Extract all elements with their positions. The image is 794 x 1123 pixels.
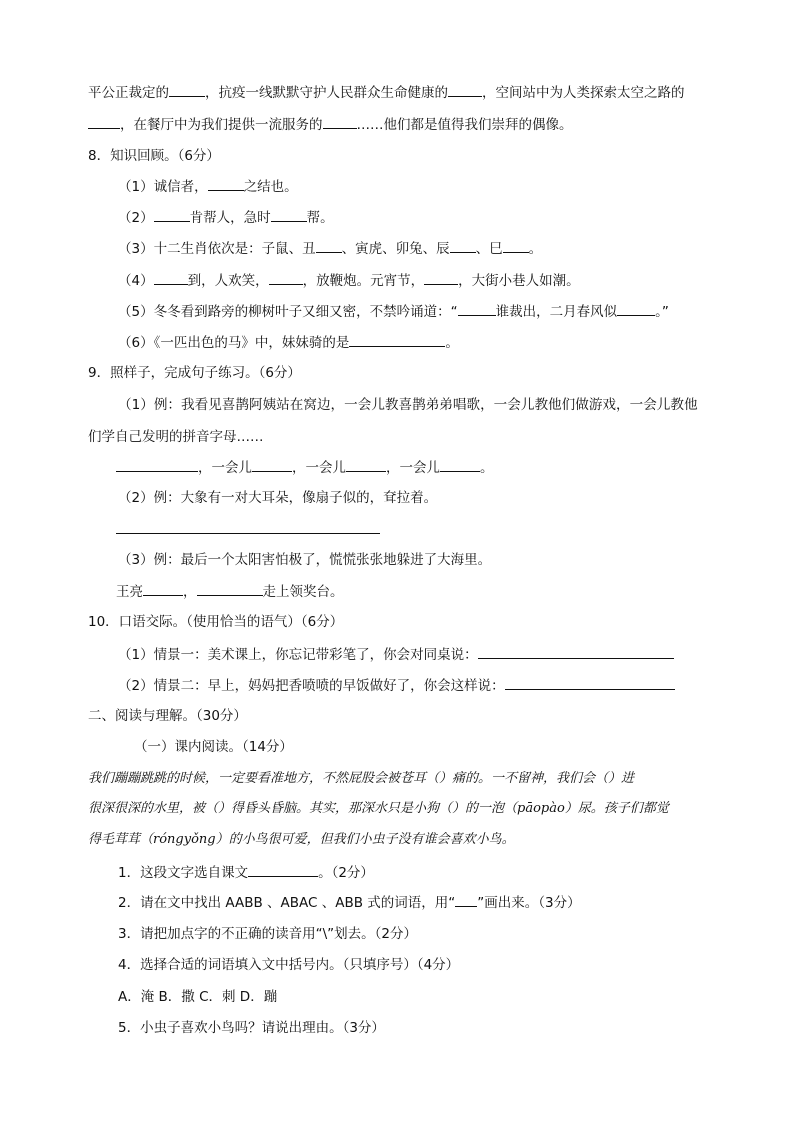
text: 走上领奖台。 bbox=[262, 584, 344, 600]
answer-blank[interactable] bbox=[448, 82, 482, 97]
reading-passage-line: 很深很深的水里，被（）得昏头昏脑。其实，那深水只是小狗（）的一泡（pāopào）尿。孩子们都觉 bbox=[88, 801, 669, 816]
text: 、巳 bbox=[475, 241, 503, 257]
text: 1．这段文字选自课文 bbox=[118, 865, 249, 881]
answer-blank[interactable] bbox=[248, 862, 318, 877]
text: ……他们都是值得我们崇拜的偶像。 bbox=[356, 117, 573, 133]
answer-blank[interactable] bbox=[252, 457, 292, 472]
question-item bbox=[118, 332, 459, 353]
text: 谁裁出，二月春风似 bbox=[495, 304, 618, 320]
text: 到，人欢笑， bbox=[187, 273, 269, 289]
text: ，空间站中为人类探索太空之路的 bbox=[482, 85, 685, 101]
answer-blank[interactable] bbox=[116, 519, 380, 534]
answer-blank[interactable] bbox=[116, 457, 198, 472]
question-item bbox=[118, 675, 675, 696]
text: ，放鞭炮。元宵节， bbox=[302, 273, 425, 289]
answer-blank[interactable] bbox=[143, 581, 183, 596]
text: 平公正裁定的 bbox=[88, 85, 169, 101]
question-item bbox=[118, 238, 542, 259]
text: 。 bbox=[445, 335, 459, 351]
answer-blank[interactable] bbox=[271, 207, 307, 222]
question-item: 4．选择合适的词语填入文中括号内。（只填序号）（4分） bbox=[118, 957, 460, 973]
answer-line bbox=[116, 581, 344, 602]
text: （1）诚信者， bbox=[118, 179, 208, 195]
text: （4） bbox=[118, 273, 154, 289]
text: 。（2分） bbox=[318, 865, 374, 881]
answer-blank[interactable] bbox=[346, 457, 386, 472]
question-item bbox=[118, 862, 374, 883]
text: 之结也。 bbox=[243, 179, 298, 195]
text-line bbox=[88, 82, 685, 103]
answer-blank[interactable] bbox=[424, 270, 458, 285]
question-heading: 9．照样子，完成句子练习。（6分） bbox=[88, 365, 301, 381]
text: 王亮 bbox=[116, 584, 143, 600]
question-item bbox=[118, 893, 581, 913]
answer-blank[interactable] bbox=[458, 301, 496, 316]
text: 2．请在文中找出 AABB 、ABAC 、ABB 式的词语，用“ bbox=[118, 895, 456, 911]
text: （2）情景二：早上，妈妈把香喷喷的早饭做好了，你会这样说： bbox=[118, 678, 505, 694]
answer-blank[interactable] bbox=[503, 238, 529, 253]
subsection-heading: （一）课内阅读。（14分） bbox=[134, 739, 293, 755]
text: 。 bbox=[480, 460, 494, 476]
question-item bbox=[118, 644, 674, 665]
text: （6）《一匹出色的马》中，妹妹骑的是 bbox=[118, 335, 350, 351]
question-item: （1）例：我看见喜鹊阿姨站在窝边，一会儿教喜鹊弟弟唱歌，一会儿教他们做游戏，一会儿教他 bbox=[118, 397, 698, 413]
question-item: 3．请把加点字的不正确的读音用“\”划去。（2分） bbox=[118, 926, 417, 942]
answer-line bbox=[116, 457, 494, 478]
question-heading: 8．知识回顾。（6分） bbox=[88, 148, 220, 164]
answer-line bbox=[116, 519, 380, 540]
text: ，一会儿 bbox=[198, 460, 252, 476]
answer-blank[interactable] bbox=[88, 114, 120, 129]
question-item bbox=[118, 176, 298, 197]
text: ，一会儿 bbox=[386, 460, 440, 476]
text: 、寅虎、卯兔、辰 bbox=[341, 241, 450, 257]
answer-blank[interactable] bbox=[269, 270, 303, 285]
answer-blank[interactable] bbox=[197, 581, 263, 596]
answer-blank[interactable] bbox=[349, 332, 445, 347]
option-list: A．淹 B．撒 C．刺 D．蹦 bbox=[118, 989, 278, 1005]
answer-blank[interactable] bbox=[440, 457, 480, 472]
answer-blank[interactable] bbox=[154, 207, 190, 222]
answer-blank[interactable] bbox=[617, 301, 655, 316]
text: 帮。 bbox=[306, 210, 334, 226]
text: ，在餐厅中为我们提供一流服务的 bbox=[120, 117, 323, 133]
text: 。” bbox=[655, 304, 669, 320]
answer-blank[interactable] bbox=[208, 176, 244, 191]
question-item bbox=[118, 207, 334, 228]
underline-sample bbox=[455, 894, 477, 907]
question-item: （2）例：大象有一对大耳朵，像扇子似的，耷拉着。 bbox=[118, 490, 438, 506]
reading-passage-line: 我们蹦蹦跳跳的时候，一定要看准地方，不然屁股会被苍耳（）痛的。一不留神，我们会（）进 bbox=[88, 771, 635, 786]
question-item bbox=[118, 270, 580, 291]
text: 。 bbox=[528, 241, 543, 257]
answer-blank[interactable] bbox=[323, 114, 357, 129]
text: （1）情景一：美术课上，你忘记带彩笔了，你会对同桌说： bbox=[118, 647, 478, 663]
question-item bbox=[118, 301, 669, 322]
answer-blank[interactable] bbox=[450, 238, 476, 253]
text: （3）十二生肖依次是：子鼠、丑 bbox=[118, 241, 316, 257]
text: ，抗疫一线默默守护人民群众生命健康的 bbox=[205, 85, 448, 101]
question-item: 5．小虫子喜欢小鸟吗？请说出理由。（3分） bbox=[118, 1020, 385, 1036]
text-line bbox=[88, 114, 573, 135]
reading-passage-line: 得毛茸茸（róngyǒng）的小鸟很可爱，但我们小虫子没有谁会喜欢小鸟。 bbox=[88, 832, 515, 847]
question-item: 们学自己发明的拼音字母…… bbox=[88, 429, 264, 445]
text: ”画出来。（3分） bbox=[477, 895, 581, 911]
question-heading: 10．口语交际。（使用恰当的语气）（6分） bbox=[88, 614, 344, 630]
text: （5）冬冬看到路旁的柳树叶子又细又密，不禁吟诵道：“ bbox=[118, 304, 458, 320]
text: 肯帮人，急时 bbox=[189, 210, 271, 226]
answer-blank[interactable] bbox=[154, 270, 188, 285]
answer-blank[interactable] bbox=[316, 238, 342, 253]
text: （2） bbox=[118, 210, 154, 226]
section-heading: 二、阅读与理解。（30分） bbox=[88, 708, 247, 724]
text: ，大街小巷人如潮。 bbox=[458, 273, 580, 289]
question-item: （3）例：最后一个太阳害怕极了，慌慌张张地躲进了大海里。 bbox=[118, 552, 492, 568]
answer-blank[interactable] bbox=[169, 82, 205, 97]
text: ，一会儿 bbox=[292, 460, 346, 476]
answer-blank[interactable] bbox=[478, 644, 674, 659]
answer-blank[interactable] bbox=[505, 675, 675, 690]
text: ， bbox=[183, 584, 197, 600]
